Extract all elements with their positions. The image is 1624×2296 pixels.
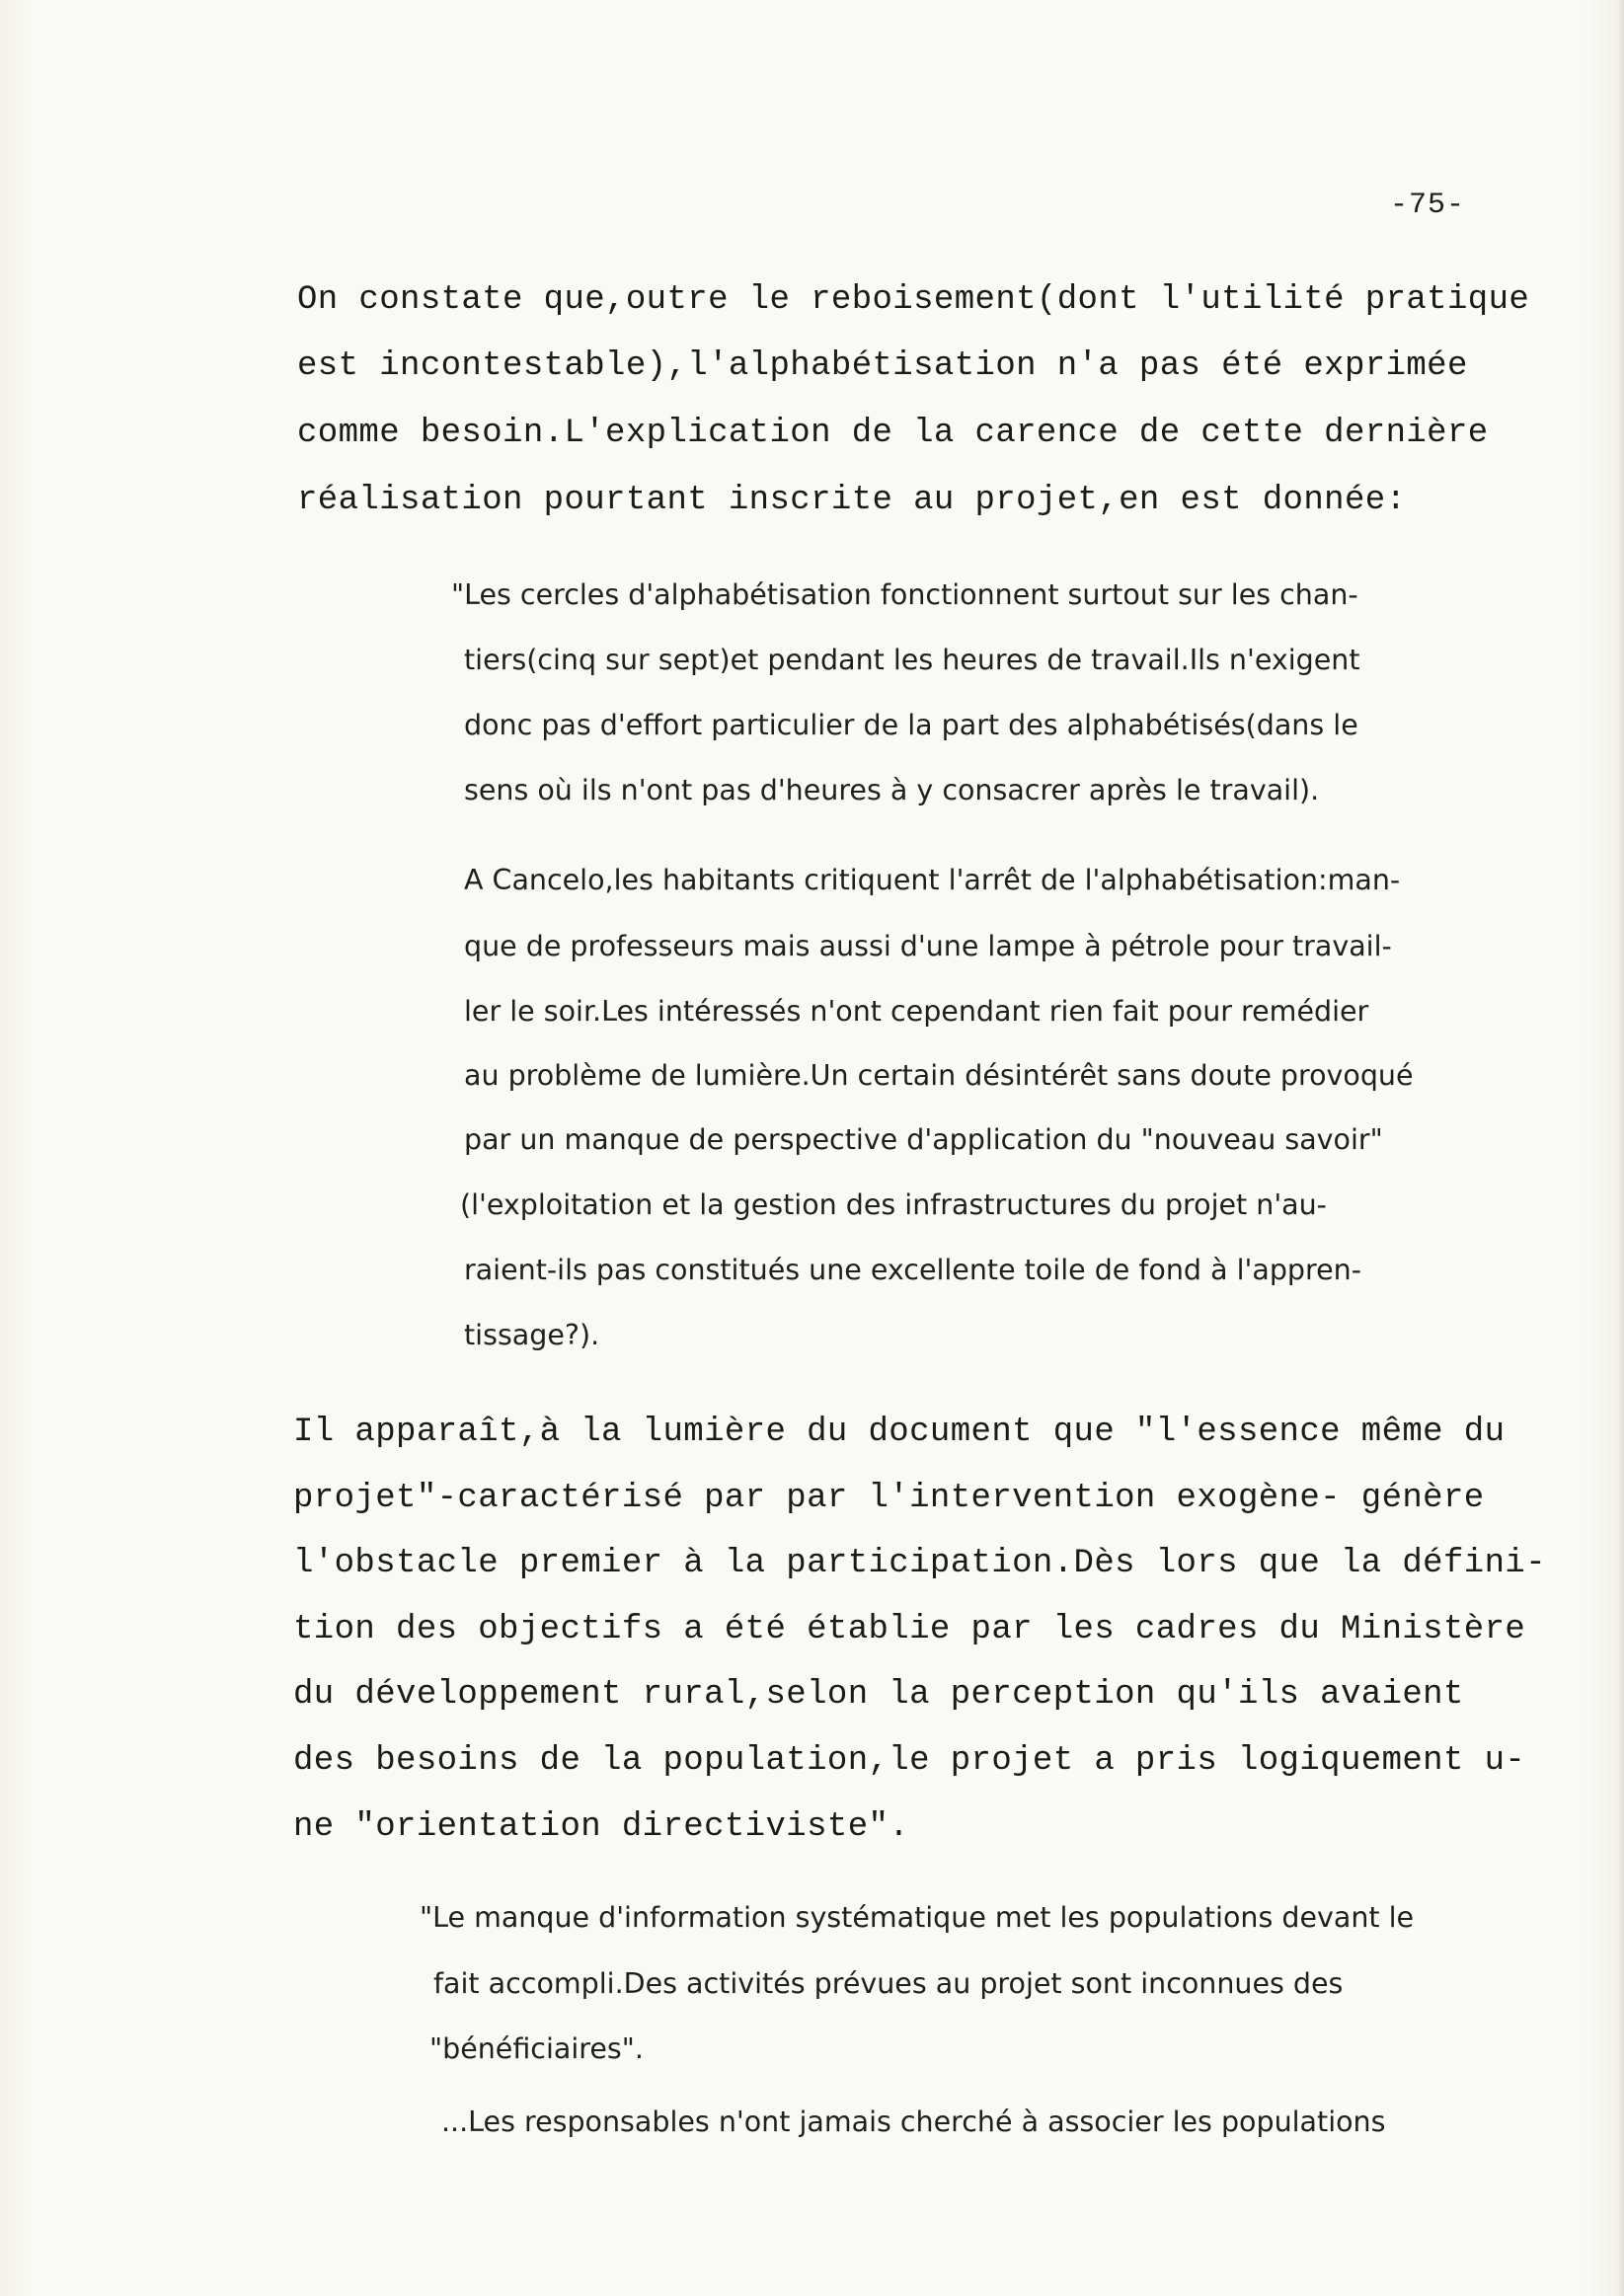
page-edge-shadow	[1618, 0, 1624, 2296]
quote-2-line: ...Les responsables n'ont jamais cherché à associer les populations	[441, 2105, 1386, 2138]
paragraph-2-line: tion des objectifs a été établie par les cadres du Ministère	[293, 1611, 1526, 1648]
quote-1-line: A Cancelo,les habitants critiquent l'arrêt de l'alphabétisation:man-	[464, 864, 1401, 896]
paragraph-2-line: projet"-caractérisé par par l'intervention exogène- génère	[293, 1480, 1485, 1517]
quote-1-line: donc pas d'effort particulier de la part des alphabétisés(dans le	[464, 709, 1358, 741]
quote-2-line: "bénéficiaires".	[429, 2032, 644, 2065]
page-number: -75-	[1390, 189, 1466, 222]
quote-1-line: par un manque de perspective d'application du "nouveau savoir"	[464, 1123, 1383, 1156]
paragraph-1-line: est incontestable),l'alphabétisation n'a pas été exprimée	[297, 347, 1468, 385]
quote-1-line: tissage?).	[464, 1319, 600, 1351]
quote-1-line: (l'exploitation et la gestion des infrastructures du projet n'au-	[460, 1188, 1327, 1221]
paragraph-2-line: ne "orientation directiviste".	[293, 1808, 910, 1846]
paragraph-1-line: réalisation pourtant inscrite au projet,en est donnée:	[297, 482, 1407, 519]
quote-2-line: "Le manque d'information systématique met les populations devant le	[420, 1901, 1415, 1934]
paragraph-2-line: l'obstacle premier à la participation.Dès lors que la défini-	[293, 1545, 1547, 1582]
quote-1-line: que de professeurs mais aussi d'une lampe à pétrole pour travail-	[464, 930, 1392, 962]
quote-1-line: ler le soir.Les intéressés n'ont cependant rien fait pour remédier	[464, 995, 1369, 1028]
paragraph-2-line: Il apparaît,à la lumière du document que "l'essence même du	[293, 1414, 1506, 1451]
paragraph-2-line: des besoins de la population,le projet a pris logiquement u-	[293, 1742, 1526, 1780]
paragraph-1-line: On constate que,outre le reboisement(dont l'utilité pratique	[297, 281, 1530, 319]
quote-1-line: sens où ils n'ont pas d'heures à y consacrer après le travail).	[464, 774, 1320, 806]
quote-1-line: au problème de lumière.Un certain désintérêt sans doute provoqué	[464, 1059, 1414, 1092]
quote-1-line: raient-ils pas constitués une excellente toile de fond à l'appren-	[464, 1254, 1361, 1286]
paragraph-1-line: comme besoin.L'explication de la carence de cette dernière	[297, 415, 1489, 452]
paragraph-2-line: du développement rural,selon la perception qu'ils avaient	[293, 1676, 1464, 1714]
quote-1-line: "Les cercles d'alphabétisation fonctionnent surtout sur les chan-	[451, 578, 1358, 611]
quote-1-line: tiers(cinq sur sept)et pendant les heures de travail.Ils n'exigent	[464, 644, 1360, 676]
quote-2-line: fait accompli.Des activités prévues au projet sont inconnues des	[433, 1967, 1344, 2000]
